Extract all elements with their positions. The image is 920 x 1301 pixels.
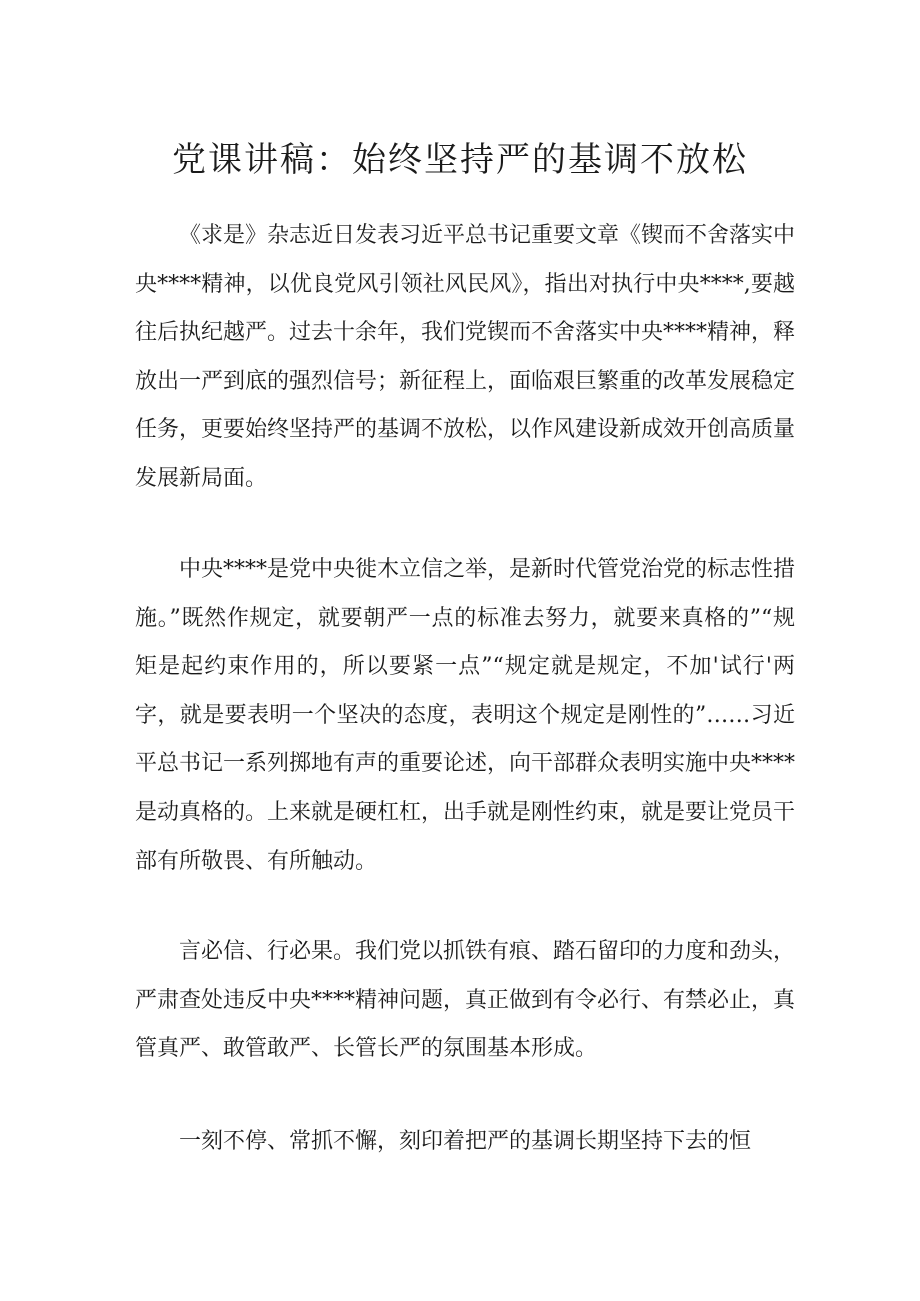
paragraph-2: 中央****是党中央徙木立信之举，是新时代管党治党的标志性措施。”既然作规定，就要朝严一点的标准去努力，就要来真格的”“规矩是起约束作用的，所以要紧一点”“规定就是规定，不加'试行'两字，就是要表明一个坚决的态度，表明这个规定是刚性的”……习近平总书记一系列掷地有声的重要论述，向干部群众表明实施中央****是动真格的。上来就是硬杠杠，出手就是刚性约束，就是要让党员干部有所敬畏、有所触动。 [135, 557, 796, 874]
paragraph-4: 一刻不停、常抓不懈，刻印着把严的基调长期坚持下去的恒 [179, 1129, 752, 1154]
paragraph-1: 《求是》杂志近日发表习近平总书记重要文章《锲而不舍落实中央****精神，以优良党风引领社风民风》，指出对执行中央****,要越往后执纪越严。过去十余年，我们党锲而不舍落实中央****精神，释放出一严到底的强烈信号；新征程上，面临艰巨繁重的改革发展稳定任务，更要始终坚持严的基调不放松，以作风建设新成效开创高质量发展新局面。 [135, 223, 796, 491]
paragraph-3: 言必信、行必果。我们党以抓铁有痕、踏石留印的力度和劲头，严肃查处违反中央****精神问题，真正做到有令必行、有禁必止，真管真严、敢管敢严、长管长严的氛围基本形成。 [135, 939, 796, 1062]
page-title: 党课讲稿：始终坚持严的基调不放松 [172, 140, 748, 180]
